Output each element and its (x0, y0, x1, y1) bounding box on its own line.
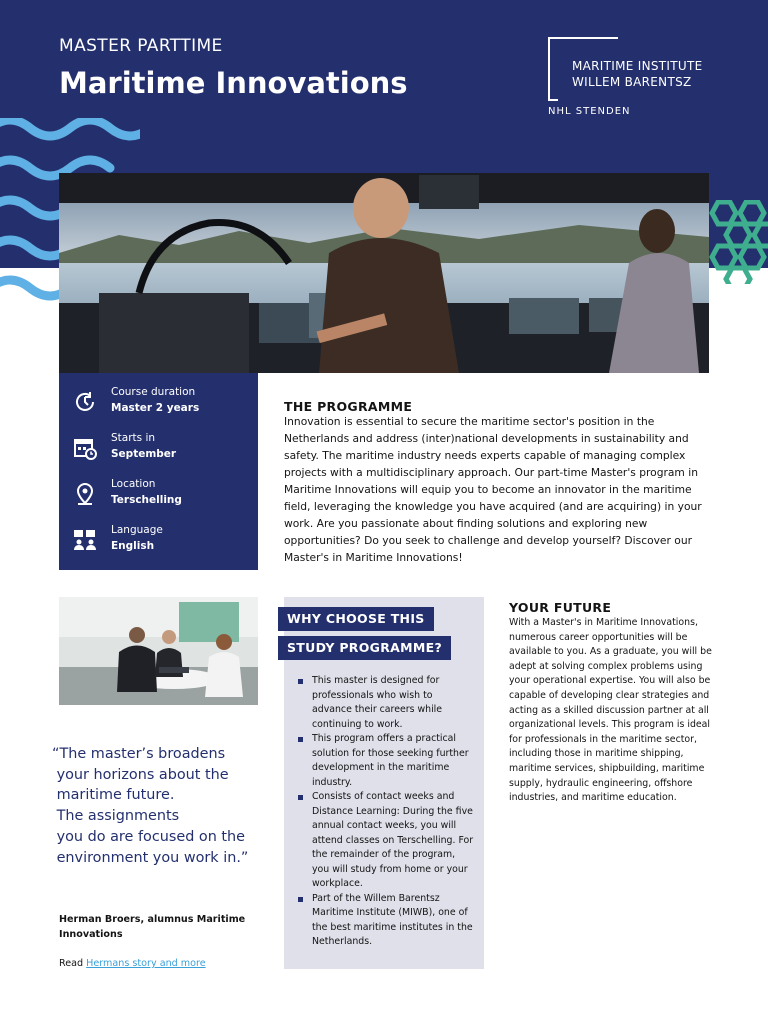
fact-label: Language (111, 524, 163, 536)
fact-label: Starts in (111, 432, 156, 444)
why-heading-line-2: STUDY PROGRAMME? (278, 636, 451, 660)
programme-heading: THE PROGRAMME (284, 399, 413, 414)
why-heading-line-1: WHY CHOOSE THIS (278, 607, 434, 631)
read-more-prefix: Read (59, 958, 87, 969)
future-text: With a Master's in Maritime Innovations, numerous career opportunities will be available to you. As a graduate, you will be adept at solving complex problems using your operational expertise. You will also be capable of developing clear strategies and acting as a skilled discussion partner at all organizational levels. This program is ideal for professionals in the maritime sector, including those in maritime shipping, maritime services, shipbuilding, maritime supply, hydraulic engineering, offshore industries, and maritime education. (509, 617, 712, 804)
programme-type: MASTER PARTTIME (59, 36, 223, 56)
hexagon-decoration (706, 200, 768, 284)
students-classroom-photo (59, 597, 258, 705)
course-facts-panel (59, 373, 258, 570)
fact-label: Location (111, 478, 156, 490)
calendar-icon (73, 436, 97, 460)
list-item: Consists of contact weeks and Distance Learning: During the five annual contact weeks, you will attend classes on Terschelling. For the remainder of the program, you will study from home or your workplace. (298, 790, 474, 892)
read-more-line (59, 958, 206, 969)
institute-logo (548, 37, 728, 121)
programme-text: Innovation is essential to secure the maritime sector's position in the Netherlands and address (inter)national developments in sustainability and safety. The maritime industry needs experts capable of managing complex projects with a multidisciplinary approach. Our part-time Master's program in Maritime Innovations will equip you to become an innovator in the maritime field, leveraging the knowledge you have acquired (and are acquiring) in your work. Are you passionate about finding solutions and exploring new opportunities? Do you seek to challenge and develop yourself? Discover our Master's in Maritime Innovations! (284, 415, 702, 564)
fact-label: Course duration (111, 386, 196, 398)
fact-value: Master 2 years (111, 402, 200, 414)
fact-starts-in (59, 431, 258, 471)
testimonial-author: Herman Broers, alumnus Maritime Innovations (59, 914, 246, 940)
fact-value: Terschelling (111, 494, 182, 506)
future-heading: YOUR FUTURE (509, 600, 612, 615)
logo-line-1: MARITIME INSTITUTE (572, 59, 703, 73)
fact-course-duration (59, 385, 258, 425)
fact-value: English (111, 540, 155, 552)
logo-line-2: WILLEM BARENTSZ (572, 75, 692, 89)
fact-location (59, 477, 258, 517)
testimonial-quote: “The master’s broadens your horizons about the maritime future. The assignments you do are focused on the environment you work in.” (52, 746, 249, 866)
hero-photo-bridge-simulator (59, 173, 709, 373)
clock-refresh-icon (73, 390, 97, 414)
location-pin-icon (73, 482, 97, 506)
language-people-icon (73, 528, 97, 552)
list-item: Part of the Willem Barentsz Maritime Institute (MIWB), one of the best maritime institutes in the Netherlands. (298, 892, 474, 950)
fact-language (59, 523, 258, 563)
list-item: This program offers a practical solution for those seeking further development in the maritime industry. (298, 732, 474, 790)
page-title: Maritime Innovations (59, 66, 408, 100)
list-item: This master is designed for professionals who wish to advance their careers while continuing to work. (298, 674, 474, 732)
read-more-link[interactable]: Hermans story and more (86, 958, 206, 969)
logo-subtitle: NHL STENDEN (548, 106, 631, 117)
fact-value: September (111, 448, 177, 460)
why-choose-list (298, 674, 474, 950)
